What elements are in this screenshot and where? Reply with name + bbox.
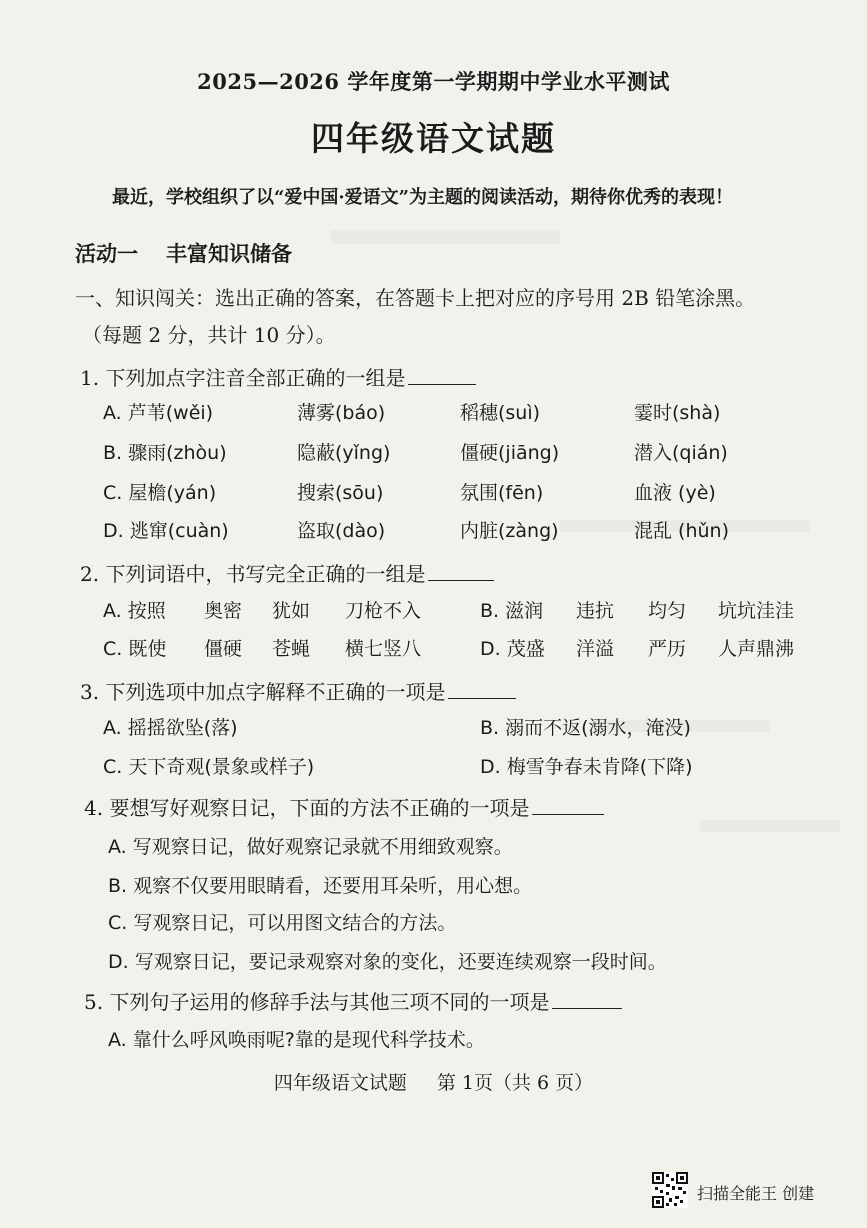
q1-option-a-4: 霎时(shà) xyxy=(634,402,721,424)
answer-blank xyxy=(532,813,604,815)
q4-option-d: D. 写观察日记，要记录观察对象的变化，还要连续观察一段时间。 xyxy=(108,951,667,973)
q3-option-d: D. 梅雪争春未肯降(下降) xyxy=(480,756,693,778)
q3-option-c: C. 天下奇观(景象或样子) xyxy=(103,756,315,778)
question-3-stem: 3. 下列选项中加点字解释不正确的一项是 xyxy=(80,676,516,705)
scanner-brand: 扫描全能王 xyxy=(697,1184,778,1203)
scanner-watermark xyxy=(697,1181,814,1204)
q1-option-d-1: D. 逃窜(cuàn) xyxy=(103,520,229,542)
q1-option-d-3: 内脏(zàng) xyxy=(460,520,559,542)
q1-option-d-2: 盗取(dào) xyxy=(297,520,386,542)
footer-subject: 四年级语文试题 xyxy=(273,1072,407,1094)
q1-option-b-2: 隐蔽(yǐng) xyxy=(297,442,391,464)
q1-option-a-2: 薄雾(báo) xyxy=(297,402,386,424)
q2-option-b-4: 坑坑洼洼 xyxy=(718,600,795,622)
q1-option-b-4: 潜入(qián) xyxy=(634,442,728,464)
q1-option-a-3: 稻穗(suì) xyxy=(460,402,541,424)
qr-code-icon xyxy=(652,1172,688,1208)
q2-option-c-3: 苍蝇 xyxy=(272,638,311,660)
q4-option-b: B. 观察不仅要用眼睛看，还要用耳朵听，用心想。 xyxy=(108,875,533,897)
q2-option-a-4: 刀枪不入 xyxy=(345,600,422,622)
answer-blank xyxy=(408,383,476,385)
q1-option-c-4: 血液 (yè) xyxy=(634,482,716,504)
q1-option-b-1: B. 骤雨(zhòu) xyxy=(103,442,227,464)
answer-blank xyxy=(448,697,516,699)
page-footer xyxy=(0,1068,867,1095)
q1-option-a-1: A. 芦苇(wěi) xyxy=(103,402,214,424)
q2-option-a-1: A. 按照 xyxy=(103,600,166,622)
exam-title: 四年级语文试题 xyxy=(311,119,556,158)
q2-option-b-1: B. 滋润 xyxy=(480,600,544,622)
q1-option-c-1: C. 屋檐(yán) xyxy=(103,482,217,504)
q4-option-c: C. 写观察日记，可以用图文结合的方法。 xyxy=(108,912,457,934)
intro-text: 最近，学校组织了以“爱中国·爱语文”为主题的阅读活动，期待你优秀的表现！ xyxy=(112,187,733,208)
footer-page-number: 第 1页（共 6 页） xyxy=(436,1072,594,1094)
q2-option-b-3: 均匀 xyxy=(648,600,687,622)
q1-option-b-3: 僵硬(jiāng) xyxy=(460,442,560,464)
section-scoring: （每题 2 分，共计 10 分）。 xyxy=(82,323,336,347)
q4-option-a: A. 写观察日记，做好观察记录就不用细致观察。 xyxy=(108,836,513,858)
q2-option-a-2: 奥密 xyxy=(204,600,243,622)
q2-option-d-4: 人声鼎沸 xyxy=(718,638,795,660)
q3-option-a: A. 摇摇欲坠(落) xyxy=(103,717,238,739)
activity-heading xyxy=(75,238,292,268)
activity-label: 活动一 xyxy=(75,241,138,266)
q2-option-a-3: 犹如 xyxy=(272,600,311,622)
answer-blank xyxy=(552,1007,622,1009)
question-1-stem: 1. 下列加点字注音全部正确的一组是 xyxy=(80,362,476,391)
q5-option-a: A. 靠什么呼风唤雨呢?靠的是现代科学技术。 xyxy=(108,1029,485,1051)
section-instruction: 一、知识闯关：选出正确的答案，在答题卡上把对应的序号用 2B 铅笔涂黑。 xyxy=(75,286,756,310)
activity-name: 丰富知识储备 xyxy=(166,241,292,266)
question-2-stem: 2. 下列词语中，书写完全正确的一组是 xyxy=(80,558,494,587)
q2-option-d-2: 洋溢 xyxy=(576,638,615,660)
answer-blank xyxy=(428,579,494,581)
scanner-action: 创建 xyxy=(782,1184,815,1203)
q3-option-b: B. 溺而不返(溺水，淹没) xyxy=(480,717,691,739)
question-4-stem: 4. 要想写好观察日记，下面的方法不正确的一项是 xyxy=(84,792,604,821)
q1-option-c-3: 氛围(fēn) xyxy=(460,482,544,504)
q1-option-c-2: 搜索(sōu) xyxy=(297,482,384,504)
q2-option-c-4: 横七竖八 xyxy=(345,638,422,660)
q2-option-d-3: 严历 xyxy=(648,638,687,660)
q2-option-b-2: 违抗 xyxy=(576,600,615,622)
exam-header: 2025—2026 学年度第一学期期中学业水平测试 xyxy=(197,69,670,94)
q2-option-c-1: C. 既使 xyxy=(103,638,167,660)
question-5-stem: 5. 下列句子运用的修辞手法与其他三项不同的一项是 xyxy=(84,986,622,1015)
q1-option-d-4: 混乱 (hǔn) xyxy=(634,520,729,542)
q2-option-d-1: D. 茂盛 xyxy=(480,638,545,660)
q2-option-c-2: 僵硬 xyxy=(204,638,243,660)
